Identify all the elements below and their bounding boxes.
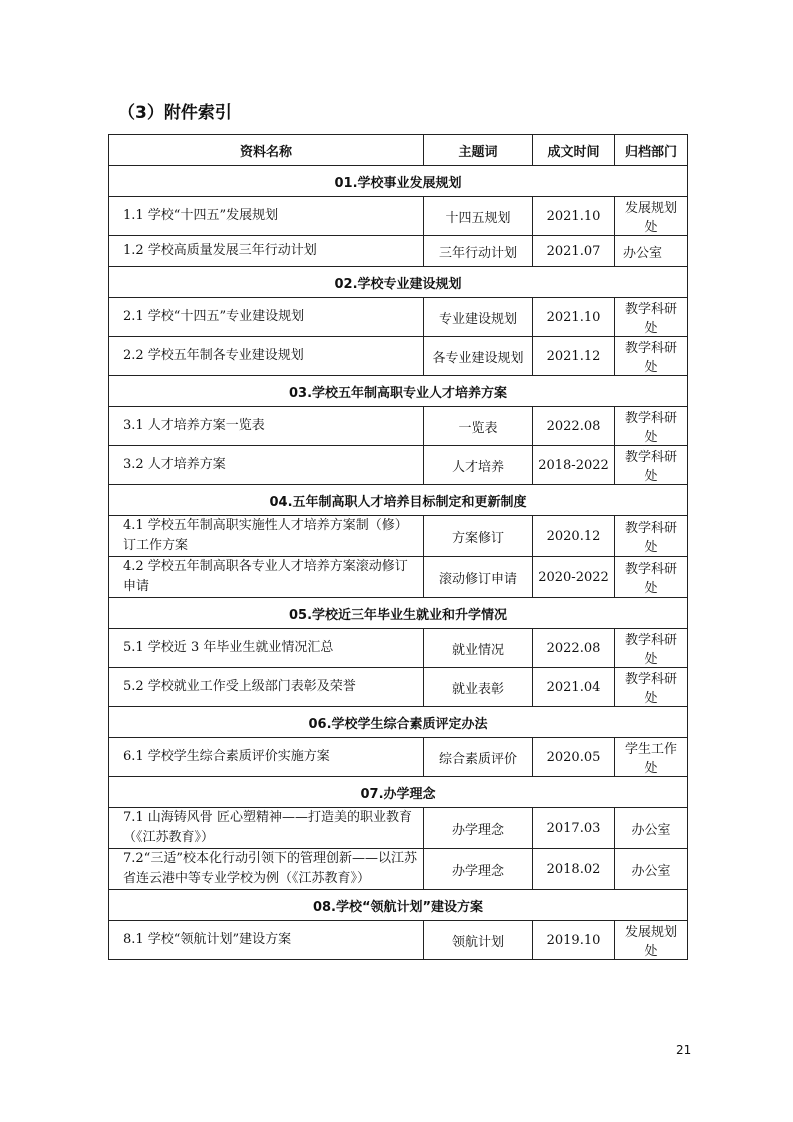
table-row [109, 808, 688, 849]
table-row [109, 407, 688, 446]
doc-name: 7.1 山海铸风骨 匠心塑精神——打造美的职业教育（《江苏教育》） [109, 808, 424, 849]
doc-date: 2019.10 [533, 921, 615, 960]
section-row [109, 777, 688, 808]
doc-keyword: 人才培养 [424, 446, 533, 485]
doc-dept: 办公室 [615, 808, 688, 849]
doc-date: 2021.10 [533, 197, 615, 236]
table-row [109, 298, 688, 337]
section-title: 06.学校学生综合素质评定办法 [109, 707, 688, 738]
doc-date: 2017.03 [533, 808, 615, 849]
section-row [109, 890, 688, 921]
doc-date: 2022.08 [533, 629, 615, 668]
doc-dept: 教学科研处 [615, 629, 688, 668]
doc-name: 3.1 人才培养方案一览表 [109, 407, 424, 446]
section-title: 04.五年制高职人才培养目标制定和更新制度 [109, 485, 688, 516]
doc-keyword: 就业表彰 [424, 668, 533, 707]
doc-name: 8.1 学校“领航计划”建设方案 [109, 921, 424, 960]
doc-dept: 教学科研处 [615, 407, 688, 446]
col-header-date: 成文时间 [533, 135, 615, 166]
doc-name: 2.1 学校“十四五”专业建设规划 [109, 298, 424, 337]
section-title: 08.学校“领航计划”建设方案 [109, 890, 688, 921]
table-row [109, 516, 688, 557]
doc-dept: 学生工作处 [615, 738, 688, 777]
doc-keyword: 一览表 [424, 407, 533, 446]
doc-date: 2018.02 [533, 849, 615, 890]
doc-date: 2020.12 [533, 516, 615, 557]
doc-keyword: 综合素质评价 [424, 738, 533, 777]
doc-keyword: 专业建设规划 [424, 298, 533, 337]
doc-date: 2018-2022 [533, 446, 615, 485]
doc-dept: 发展规划处 [615, 197, 688, 236]
doc-name: 5.1 学校近 3 年毕业生就业情况汇总 [109, 629, 424, 668]
doc-keyword: 领航计划 [424, 921, 533, 960]
section-row [109, 267, 688, 298]
doc-dept: 教学科研处 [615, 446, 688, 485]
doc-date: 2021.12 [533, 337, 615, 376]
doc-date: 2022.08 [533, 407, 615, 446]
doc-name: 2.2 学校五年制各专业建设规划 [109, 337, 424, 376]
doc-dept: 办公室 [615, 236, 688, 267]
doc-date: 2021.07 [533, 236, 615, 267]
attachment-index-table [108, 134, 688, 960]
doc-name: 1.2 学校高质量发展三年行动计划 [109, 236, 424, 267]
doc-name: 1.1 学校“十四五”发展规划 [109, 197, 424, 236]
section-heading: （3）附件索引 [118, 103, 232, 123]
section-row [109, 485, 688, 516]
doc-date: 2020-2022 [533, 557, 615, 598]
doc-dept: 办公室 [615, 849, 688, 890]
doc-name: 5.2 学校就业工作受上级部门表彰及荣誉 [109, 668, 424, 707]
doc-keyword: 就业情况 [424, 629, 533, 668]
doc-date: 2021.04 [533, 668, 615, 707]
doc-keyword: 方案修订 [424, 516, 533, 557]
doc-keyword: 办学理念 [424, 849, 533, 890]
doc-name: 6.1 学校学生综合素质评价实施方案 [109, 738, 424, 777]
col-header-name: 资料名称 [109, 135, 424, 166]
doc-dept: 教学科研处 [615, 668, 688, 707]
section-title: 02.学校专业建设规划 [109, 267, 688, 298]
table-row [109, 668, 688, 707]
doc-name: 4.2 学校五年制高职各专业人才培养方案滚动修订申请 [109, 557, 424, 598]
doc-name: 7.2“三适”校本化行动引领下的管理创新——以江苏省连云港中等专业学校为例（《江苏教育》） [109, 849, 424, 890]
doc-keyword: 办学理念 [424, 808, 533, 849]
page-number: 21 [676, 1043, 692, 1057]
section-row [109, 166, 688, 197]
table-row [109, 557, 688, 598]
section-title: 07.办学理念 [109, 777, 688, 808]
section-title: 01.学校事业发展规划 [109, 166, 688, 197]
doc-name: 4.1 学校五年制高职实施性人才培养方案制（修）订工作方案 [109, 516, 424, 557]
section-row [109, 707, 688, 738]
col-header-dept: 归档部门 [615, 135, 688, 166]
doc-dept: 教学科研处 [615, 298, 688, 337]
table-row [109, 197, 688, 236]
table-row [109, 738, 688, 777]
table-row [109, 446, 688, 485]
table-row [109, 337, 688, 376]
section-title: 03.学校五年制高职专业人才培养方案 [109, 376, 688, 407]
doc-keyword: 三年行动计划 [424, 236, 533, 267]
doc-dept: 教学科研处 [615, 337, 688, 376]
section-row [109, 376, 688, 407]
doc-keyword: 十四五规划 [424, 197, 533, 236]
doc-date: 2021.10 [533, 298, 615, 337]
table-row [109, 921, 688, 960]
doc-dept: 发展规划处 [615, 921, 688, 960]
doc-keyword: 滚动修订申请 [424, 557, 533, 598]
doc-name: 3.2 人才培养方案 [109, 446, 424, 485]
table-row [109, 236, 688, 267]
section-row [109, 598, 688, 629]
col-header-keyword: 主题词 [424, 135, 533, 166]
table-row [109, 629, 688, 668]
doc-dept: 教学科研处 [615, 516, 688, 557]
doc-date: 2020.05 [533, 738, 615, 777]
table-row [109, 849, 688, 890]
doc-dept: 教学科研处 [615, 557, 688, 598]
doc-keyword: 各专业建设规划 [424, 337, 533, 376]
section-title: 05.学校近三年毕业生就业和升学情况 [109, 598, 688, 629]
table-header-row [109, 135, 688, 166]
